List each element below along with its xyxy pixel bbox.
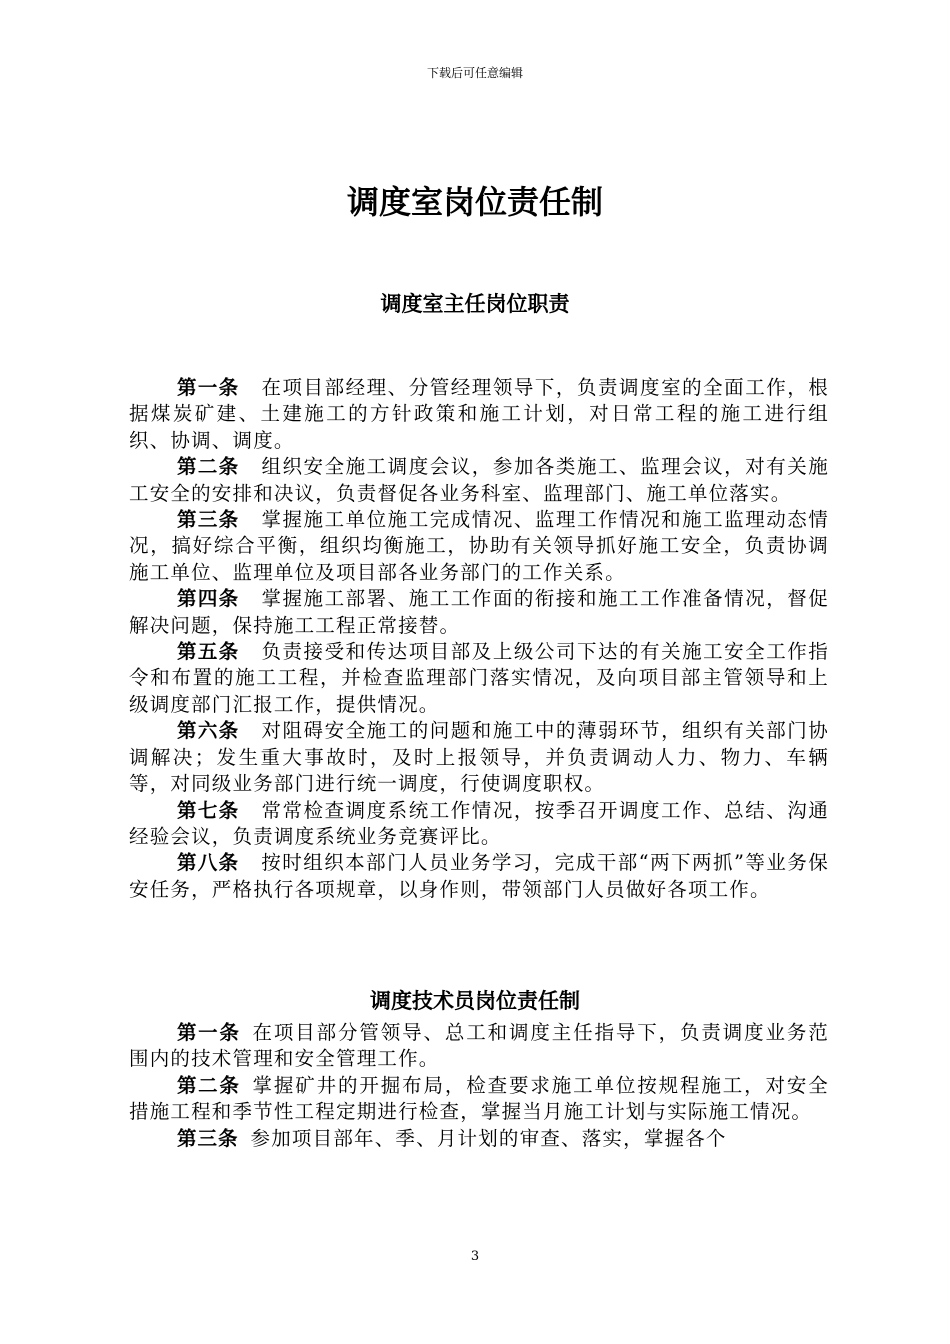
section-articles xyxy=(129,375,829,903)
section-articles xyxy=(129,1020,829,1152)
article-text: 负责接受和传达项目部及上级公司下达的有关施工安全工作指令和布置的施工工程，并检查监理部门落实情况，及向项目部主管领导和上级调度部门汇报工作，提供情况。 xyxy=(129,640,829,716)
article-number: 第一条 xyxy=(177,1021,241,1044)
article-number: 第三条 xyxy=(177,508,240,532)
section-title: 调度技术员岗位责任制 xyxy=(370,989,580,1013)
article-paragraph xyxy=(129,639,829,718)
article-text: 在项目部经理、分管经理领导下，负责调度室的全面工作，根据煤炭矿建、土建施工的方针政策和施工计划，对日常工程的施工进行组织、协调、调度。 xyxy=(129,376,829,452)
page-number: 3 xyxy=(470,1249,480,1264)
article-number: 第三条 xyxy=(177,1126,239,1150)
section-title: 调度室主任岗位职责 xyxy=(380,292,570,316)
article-number: 第四条 xyxy=(177,587,240,611)
page-header: 下载后可任意编辑 xyxy=(426,66,523,80)
article-text: 参加项目部年、季、月计划的审查、落实，掌握各个 xyxy=(250,1126,727,1150)
article-paragraph xyxy=(129,718,829,797)
article-paragraph xyxy=(129,507,829,586)
article-paragraph xyxy=(129,850,829,903)
article-number: 第二条 xyxy=(177,1073,241,1097)
article-text: 常常检查调度系统工作情况，按季召开调度工作、总结、沟通经验会议，负责调度系统业务竞赛评比。 xyxy=(129,798,829,848)
article-paragraph xyxy=(129,1020,829,1073)
article-number: 第七条 xyxy=(177,798,240,822)
article-paragraph xyxy=(129,586,829,639)
article-paragraph xyxy=(129,1126,829,1152)
article-text: 对阻碍安全施工的问题和施工中的薄弱环节，组织有关部门协调解决；发生重大事故时，及时上报领导，并负责调动人力、物力、车辆等，对同级业务部门进行统一调度，行使调度职权。 xyxy=(129,719,829,796)
article-paragraph xyxy=(129,1073,829,1126)
article-text: 掌握施工单位施工完成情况、监理工作情况和施工监理动态情况，搞好综合平衡，组织均衡施工，协助有关领导抓好施工安全，负责协调施工单位、监理单位及项目部各业务部门的工作关系。 xyxy=(129,508,829,584)
article-text: 掌握矿井的开掘布局，检查要求施工单位按规程施工，对安全措施工程和季节性工程定期进行检查，掌握当月施工计划与实际施工情况。 xyxy=(129,1073,829,1124)
article-number: 第五条 xyxy=(177,640,240,664)
article-text: 在项目部分管领导、总工和调度主任指导下，负责调度业务范围内的技术管理和安全管理工作。 xyxy=(129,1021,829,1071)
document-title: 调度室岗位责任制 xyxy=(346,183,603,221)
article-text: 组织安全施工调度会议，参加各类施工、监理会议，对有关施工安全的安排和决议，负责督促各业务科室、监理部门、施工单位落实。 xyxy=(129,455,829,505)
article-number: 第二条 xyxy=(177,455,240,479)
article-paragraph xyxy=(129,375,829,454)
article-number: 第六条 xyxy=(177,719,240,743)
article-paragraph xyxy=(129,454,829,507)
article-paragraph xyxy=(129,798,829,851)
article-number: 第一条 xyxy=(177,376,240,399)
article-number: 第八条 xyxy=(177,851,240,875)
article-text: 按时组织本部门人员业务学习，完成干部“两下两抓”等业务保安任务，严格执行各项规章，以身作则，带领部门人员做好各项工作。 xyxy=(129,851,829,901)
article-text: 掌握施工部署、施工工作面的衔接和施工工作准备情况，督促解决问题，保持施工工程正常接替。 xyxy=(129,587,829,637)
